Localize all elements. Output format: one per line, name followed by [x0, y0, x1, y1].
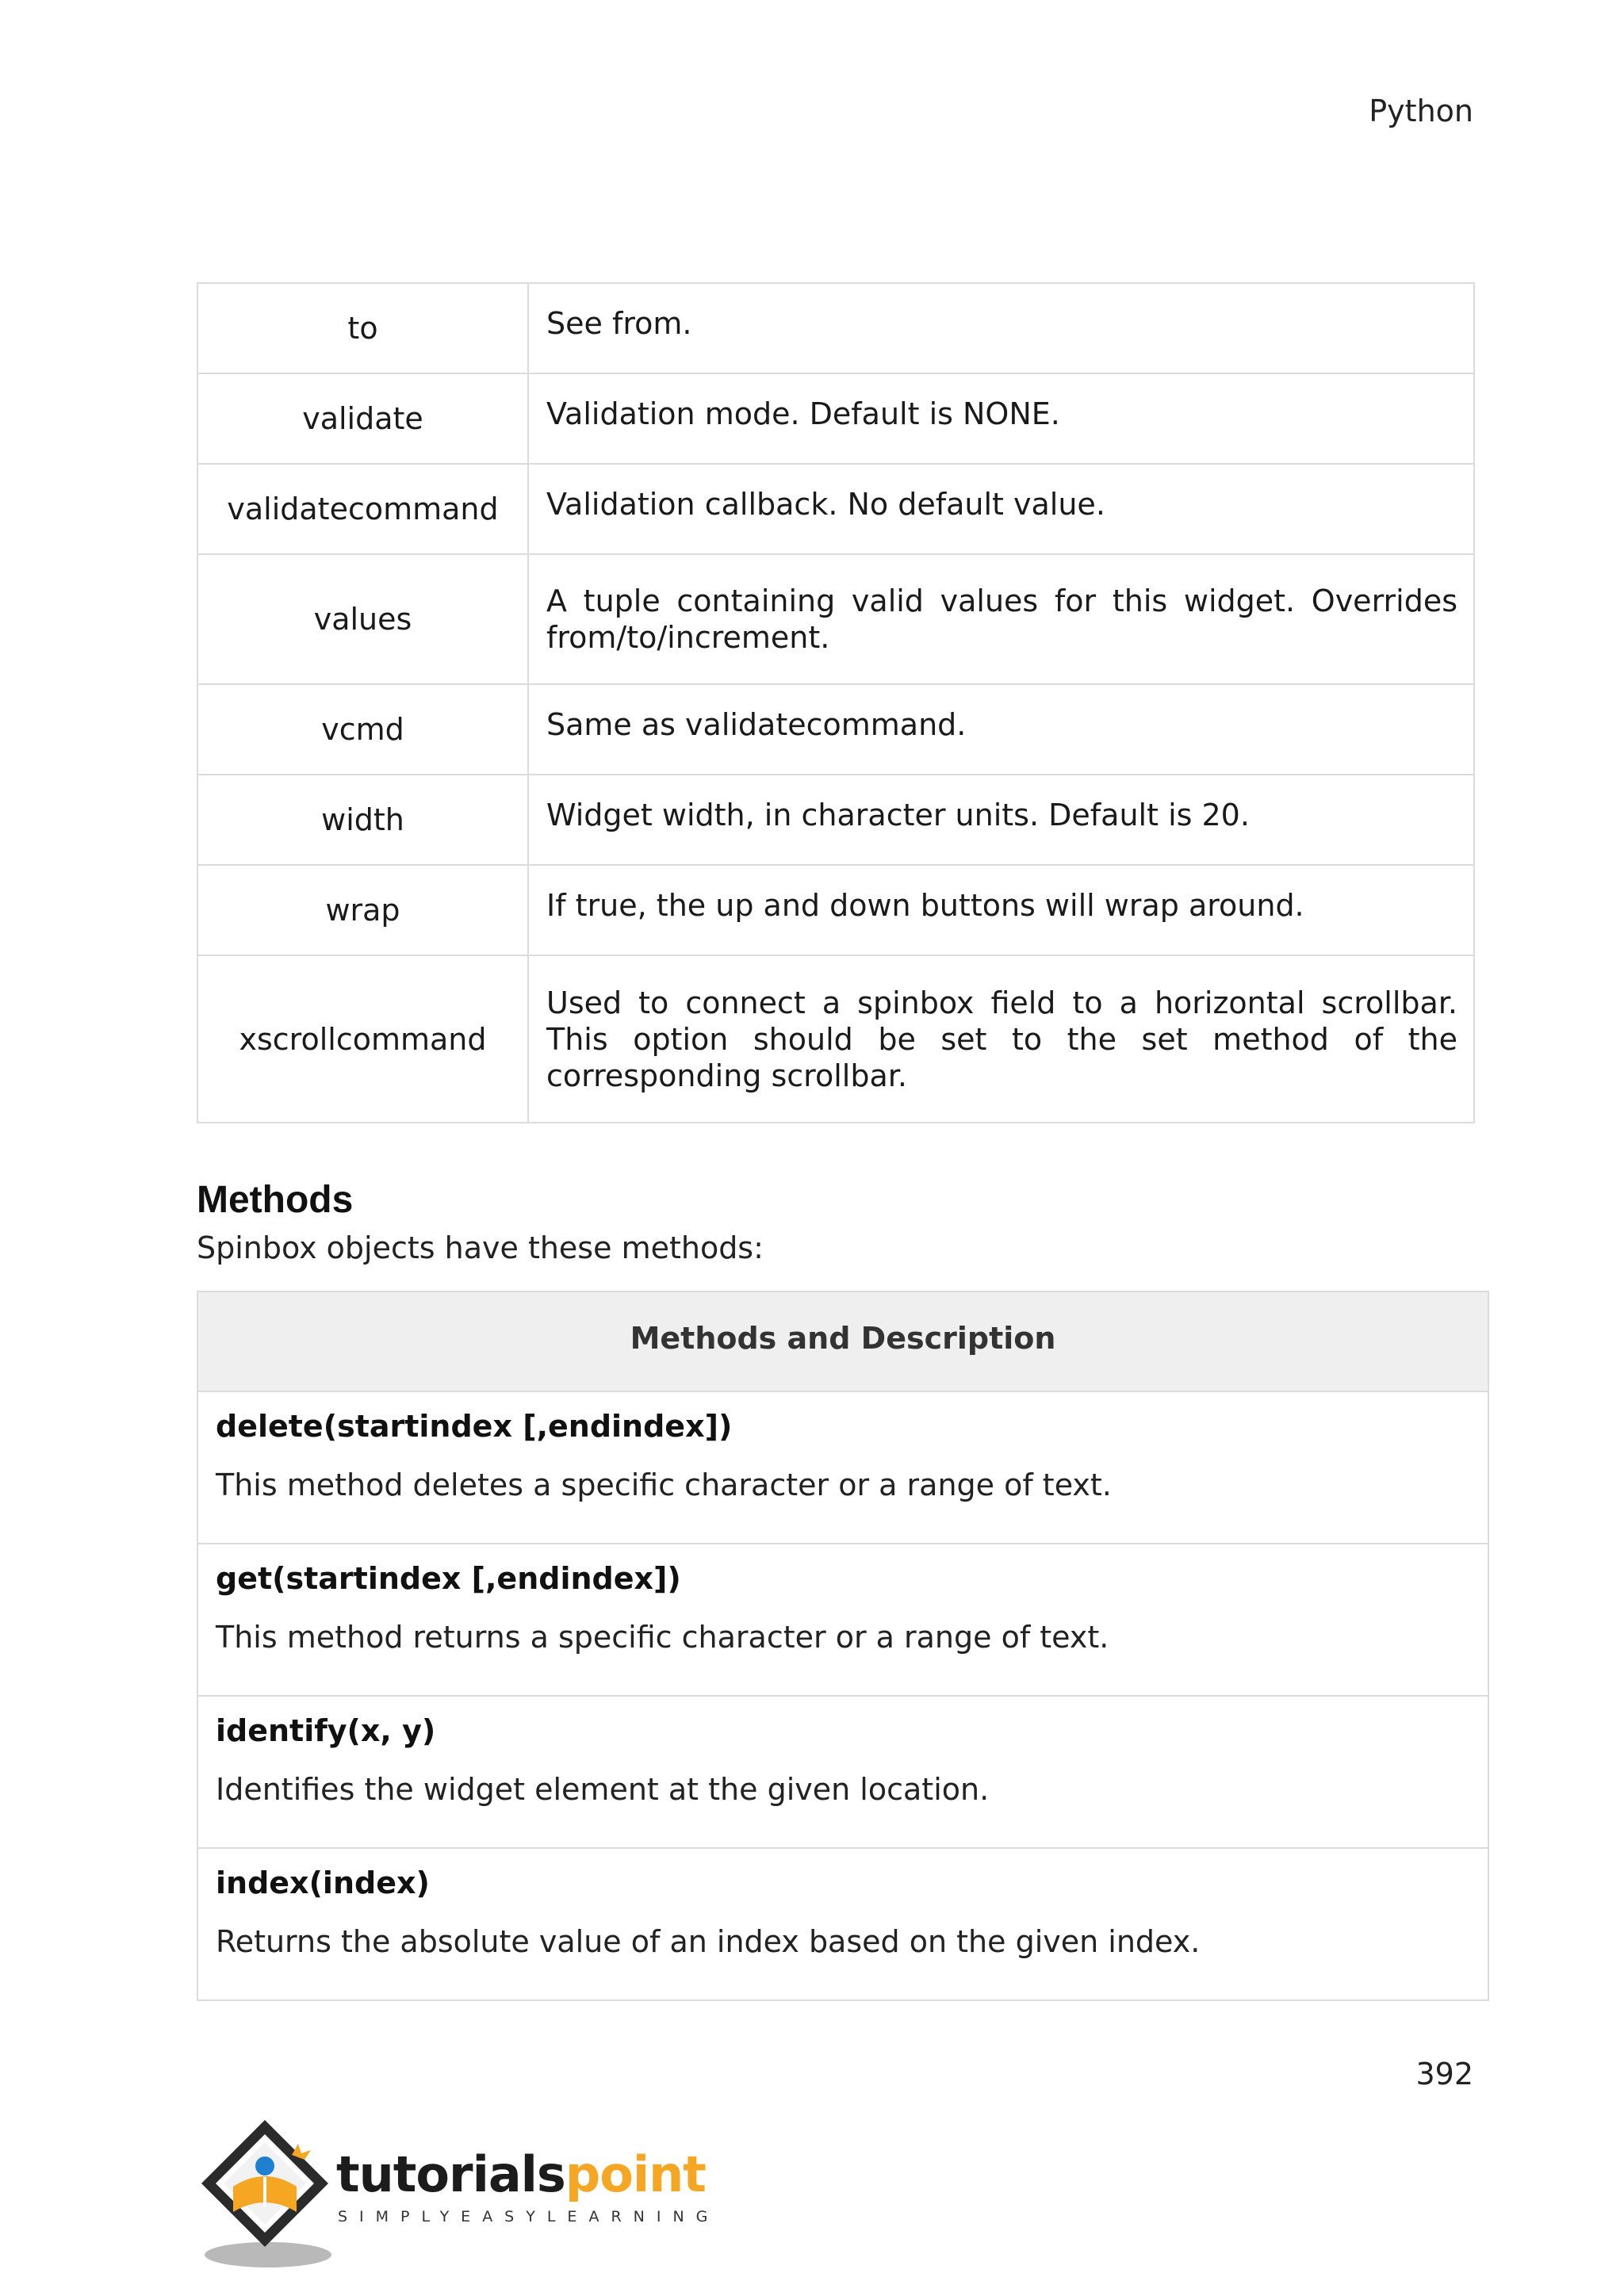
option-name: validatecommand: [197, 464, 528, 554]
methods-table: [197, 1291, 1489, 2001]
logo-emblem-icon: [195, 2114, 354, 2272]
method-cell: [197, 1696, 1488, 1848]
method-description: This method returns a specific character or a range of text.: [216, 1620, 1109, 1655]
table-row: [197, 464, 1474, 554]
table-header-row: [197, 1292, 1488, 1391]
method-description: Returns the absolute value of an index based on the given index.: [216, 1924, 1201, 1959]
options-table: [197, 282, 1475, 1123]
section-heading: Methods: [197, 1179, 354, 1221]
method-description: This method deletes a specific character or a range of text.: [216, 1468, 1112, 1502]
option-description: Same as validatecommand.: [528, 684, 1474, 775]
option-name: wrap: [197, 865, 528, 955]
method-cell: [197, 1848, 1488, 2000]
option-description: See from.: [528, 283, 1474, 373]
table-row: [197, 373, 1474, 464]
page-number: 392: [1415, 2057, 1473, 2091]
table-row: [197, 1848, 1488, 2000]
option-description: A tuple containing valid values for this widget. Overrides from/to/increment.: [528, 554, 1474, 684]
option-name: validate: [197, 373, 528, 464]
option-name: xscrollcommand: [197, 955, 528, 1123]
table-row: [197, 684, 1474, 775]
method-cell: [197, 1391, 1488, 1544]
table-row: [197, 554, 1474, 684]
table-row: [197, 283, 1474, 373]
option-name: vcmd: [197, 684, 528, 775]
table-row: [197, 1391, 1488, 1544]
method-description: Identifies the widget element at the given location.: [216, 1772, 990, 1807]
table-row: [197, 775, 1474, 865]
tutorialspoint-logo: [195, 2114, 720, 2272]
method-name: index(index): [216, 1866, 430, 1900]
table-header: Methods and Description: [197, 1292, 1488, 1391]
option-description: Validation callback. No default value.: [528, 464, 1474, 554]
running-header: Python: [1369, 94, 1473, 128]
method-name: delete(startindex [,endindex]): [216, 1409, 733, 1444]
section-intro: Spinbox objects have these methods:: [197, 1230, 764, 1265]
table-row: [197, 1696, 1488, 1848]
table-row: [197, 1544, 1488, 1696]
table-row: [197, 955, 1474, 1123]
table-row: [197, 865, 1474, 955]
option-description: Validation mode. Default is NONE.: [528, 373, 1474, 464]
method-name: identify(x, y): [216, 1713, 436, 1748]
option-description: Widget width, in character units. Default is 20.: [528, 775, 1474, 865]
logo-wordmark: tutorialspoint: [336, 2145, 706, 2203]
option-description: Used to connect a spinbox field to a horizontal scrollbar. This option should be set to the set method of the corresponding scrollbar.: [528, 955, 1474, 1123]
method-cell: [197, 1544, 1488, 1696]
option-name: to: [197, 283, 528, 373]
method-name: get(startindex [,endindex]): [216, 1561, 681, 1596]
option-name: values: [197, 554, 528, 684]
option-description: If true, the up and down buttons will wrap around.: [528, 865, 1474, 955]
option-name: width: [197, 775, 528, 865]
logo-tagline: SIMPLYEASYLEARNING: [338, 2208, 720, 2225]
